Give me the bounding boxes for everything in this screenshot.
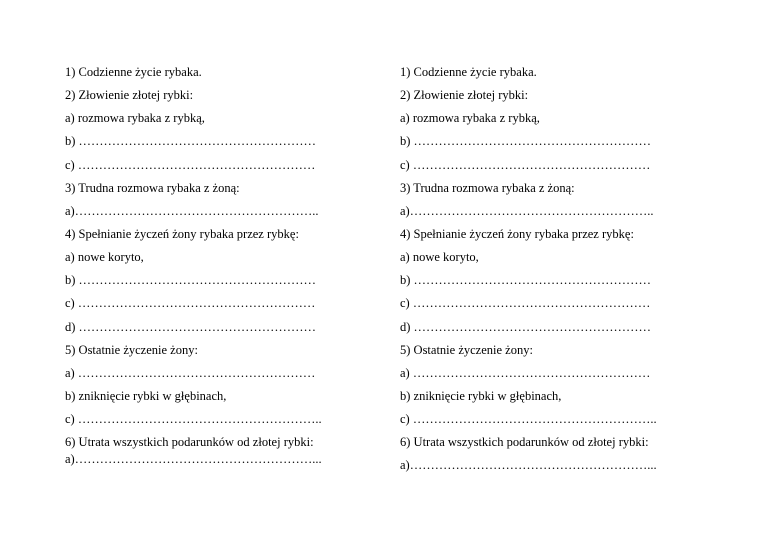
worksheet-line: b) …………………………………………………	[400, 134, 652, 148]
worksheet-line: 6) Utrata wszystkich podarunków od złotej rybki:	[400, 435, 649, 449]
worksheet-line: b) …………………………………………………	[65, 273, 317, 287]
worksheet-line: c) …………………………………………………	[65, 158, 316, 172]
worksheet-line: b) zniknięcie rybki w głębinach,	[400, 389, 562, 403]
worksheet-line: c) …………………………………………………..	[65, 412, 322, 426]
worksheet-line: a) nowe koryto,	[400, 250, 479, 264]
worksheet-line: b) …………………………………………………	[400, 273, 652, 287]
worksheet-line: a) nowe koryto,	[65, 250, 144, 264]
worksheet-line: b) zniknięcie rybki w głębinach,	[65, 389, 227, 403]
worksheet-line: 3) Trudna rozmowa rybaka z żoną:	[65, 181, 240, 195]
worksheet-line: 5) Ostatnie życzenie żony:	[65, 343, 198, 357]
worksheet-line: a)…………………………………………………...	[65, 452, 322, 466]
worksheet-line: a)…………………………………………………..	[65, 204, 319, 218]
worksheet-line: c) …………………………………………………	[400, 296, 651, 310]
worksheet-line: c) …………………………………………………	[400, 158, 651, 172]
worksheet-line: 1) Codzienne życie rybaka.	[65, 65, 202, 79]
worksheet-line: d) …………………………………………………	[65, 320, 317, 334]
worksheet-line: 1) Codzienne życie rybaka.	[400, 65, 537, 79]
worksheet-line: a)…………………………………………………..	[400, 204, 654, 218]
worksheet-line: 4) Spełnianie życzeń żony rybaka przez rybkę:	[400, 227, 634, 241]
worksheet-line: b) …………………………………………………	[65, 134, 317, 148]
worksheet-line: 6) Utrata wszystkich podarunków od złotej rybki:	[65, 435, 314, 449]
worksheet-line: d) …………………………………………………	[400, 320, 652, 334]
worksheet-line: 2) Złowienie złotej rybki:	[400, 88, 529, 102]
worksheet-line: a) …………………………………………………	[65, 366, 316, 380]
worksheet-line: a) …………………………………………………	[400, 366, 651, 380]
worksheet-line: a) rozmowa rybaka z rybką,	[400, 111, 540, 125]
worksheet-line: a)…………………………………………………...	[400, 458, 657, 472]
worksheet-line: 5) Ostatnie życzenie żony:	[400, 343, 533, 357]
worksheet-line: a) rozmowa rybaka z rybką,	[65, 111, 205, 125]
worksheet-line: 4) Spełnianie życzeń żony rybaka przez rybkę:	[65, 227, 299, 241]
worksheet-line: 2) Złowienie złotej rybki:	[65, 88, 194, 102]
worksheet-line: 3) Trudna rozmowa rybaka z żoną:	[400, 181, 575, 195]
worksheet-line: c) …………………………………………………	[65, 296, 316, 310]
worksheet-line: c) …………………………………………………..	[400, 412, 657, 426]
